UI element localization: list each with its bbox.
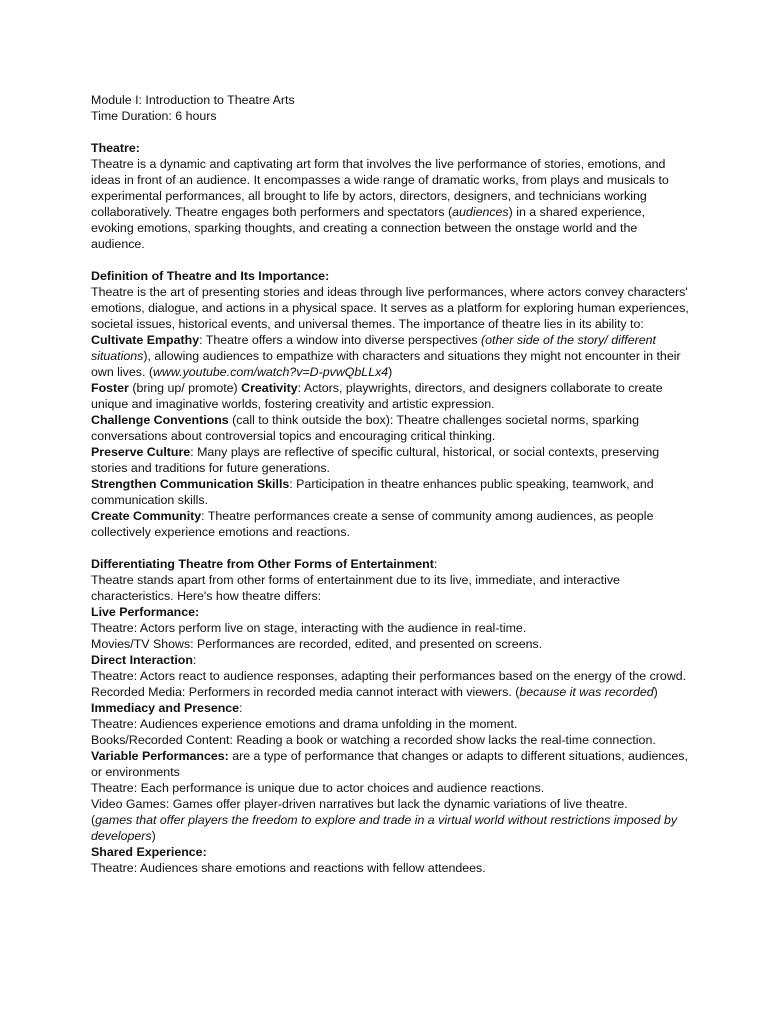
- variable-theatre: Theatre: Each performance is unique due to actor choices and audience reactions.: [91, 781, 545, 795]
- variable-games: Video Games: Games offer player-driven narratives but lack the dynamic variations of live theatre.: [91, 797, 628, 811]
- theatre-heading: [91, 140, 691, 156]
- foster-paren: (bring up/ promote): [128, 381, 242, 395]
- direct-theatre: Theatre: Actors react to audience responses, adapting their performances based on the energy of the crowd.: [91, 669, 687, 683]
- challenge-term: Challenge Conventions: [91, 413, 229, 427]
- direct-heading: [91, 652, 691, 668]
- document-body: [91, 92, 691, 876]
- shared-heading-text: Shared Experience:: [91, 845, 207, 859]
- shared-theatre: Theatre: Audiences share emotions and reactions with fellow attendees.: [91, 861, 486, 875]
- immediacy-heading-colon: :: [239, 701, 243, 715]
- challenge-item: [91, 412, 691, 444]
- theatre-italic: audiences: [452, 205, 509, 219]
- direct-recorded-italic: because it was recorded: [519, 685, 654, 699]
- communication-term: Strengthen Communication Skills: [91, 477, 290, 491]
- theatre-paragraph: [91, 156, 691, 252]
- creativity-text: : Actors, playwrights, directors, and designers collaborate to create unique and imaginative worlds, fostering creativity and artistic expression.: [91, 381, 663, 411]
- differentiating-intro: Theatre stands apart from other forms of entertainment due to its live, immediate, and interactive characteristics. Here's how theatre differs:: [91, 573, 620, 603]
- communication-item: [91, 476, 691, 508]
- differentiating-heading-text: Differentiating Theatre from Other Forms of Entertainment: [91, 557, 434, 571]
- variable-heading: Variable Performances:: [91, 749, 229, 763]
- creativity-item: [91, 380, 691, 412]
- immediacy-heading-text: Immediacy and Presence: [91, 701, 240, 715]
- communication-text: : Participation in theatre enhances public speaking, teamwork, and communication skills.: [91, 477, 654, 507]
- direct-heading-text: Direct Interaction: [91, 653, 193, 667]
- direct-recorded: [91, 684, 691, 700]
- community-text: : Theatre performances create a sense of community among audiences, as people collectively experience emotions and reactions.: [91, 509, 654, 539]
- differentiating-heading: [91, 556, 691, 572]
- time-duration: Time Duration: 6 hours: [91, 109, 217, 123]
- live-theatre: Theatre: Actors perform live on stage, interacting with the audience in real-time.: [91, 621, 527, 635]
- definition-heading: [91, 268, 691, 284]
- live-heading: [91, 604, 691, 620]
- spacer: [91, 124, 691, 140]
- variable-note: [91, 812, 691, 844]
- theatre-text-1: Theatre is a dynamic and captivating art form that involves the live performance of stories, emotions, and ideas in front of an audience. It encompasses a wide range of dramatic works, from plays and musicals to experimental performances, all brought to life by actors, directors, designers, and technicians working collaboratively. Theatre engages both performers and spectators (: [91, 157, 669, 219]
- direct-recorded-b: ): [653, 685, 658, 699]
- live-heading-text: Live Performance:: [91, 605, 200, 619]
- creativity-term: Creativity: [241, 381, 298, 395]
- empathy-italic: (other side of the story/ different situations: [91, 333, 656, 363]
- differentiating-heading-colon: :: [433, 557, 438, 571]
- empathy-link[interactable]: www.youtube.com/watch?v=D-pvwQbLLx4: [152, 365, 389, 379]
- direct-recorded-a: Recorded Media: Performers in recorded media cannot interact with viewers. (: [91, 685, 520, 699]
- empathy-text-c: ): [388, 365, 393, 379]
- definition-heading-text: Definition of Theatre and Its Importance:: [91, 269, 330, 283]
- challenge-text: (call to think outside the box): Theatre challenges societal norms, sparking conversations about controversial topics and encouraging critical thinking.: [91, 413, 639, 443]
- shared-heading: [91, 844, 691, 860]
- direct-heading-colon: :: [192, 653, 197, 667]
- variable-note-a: (: [91, 813, 96, 827]
- empathy-text-a: : Theatre offers a window into diverse perspectives: [199, 333, 482, 347]
- community-term: Create Community: [91, 509, 202, 523]
- variable-item: [91, 748, 691, 780]
- empathy-text-b: ), allowing audiences to empathize with characters and situations they might not encounter in their own lives. (: [91, 349, 681, 379]
- theatre-text-2: ) in a shared experience, evoking emotions, sparking thoughts, and creating a connection between the onstage world and the audience.: [91, 205, 646, 251]
- module-title: Module I: Introduction to Theatre Arts: [91, 93, 295, 107]
- immediacy-books: Books/Recorded Content: Reading a book or watching a recorded show lacks the real-time connection.: [91, 733, 656, 747]
- spacer: [91, 540, 691, 556]
- foster-term: Foster: [91, 381, 129, 395]
- community-item: [91, 508, 691, 540]
- immediacy-heading: [91, 700, 691, 716]
- empathy-item: [91, 332, 691, 380]
- variable-note-italic: games that offer players the freedom to explore and trade in a virtual world without restrictions imposed by developers: [91, 813, 678, 843]
- spacer: [91, 252, 691, 268]
- live-movies: Movies/TV Shows: Performances are recorded, edited, and presented on screens.: [91, 637, 543, 651]
- immediacy-theatre: Theatre: Audiences experience emotions and drama unfolding in the moment.: [91, 717, 518, 731]
- variable-text: are a type of performance that changes or adapts to different situations, audiences, or environments: [91, 749, 688, 779]
- preserve-term: Preserve Culture: [91, 445, 191, 459]
- preserve-text: : Many plays are reflective of specific cultural, historical, or social contexts, preserving stories and traditions for future generations.: [91, 445, 660, 475]
- preserve-item: [91, 444, 691, 476]
- variable-note-b: ): [151, 829, 156, 843]
- theatre-heading-text: Theatre:: [91, 141, 140, 155]
- empathy-term: Cultivate Empathy: [91, 333, 200, 347]
- definition-intro: Theatre is the art of presenting stories and ideas through live performances, where actors convey characters' emotions, dialogue, and actions in a physical space. It serves as a platform for exploring human experiences, societal issues, historical events, and universal themes. The importance of theatre lies in its ability to:: [91, 285, 689, 331]
